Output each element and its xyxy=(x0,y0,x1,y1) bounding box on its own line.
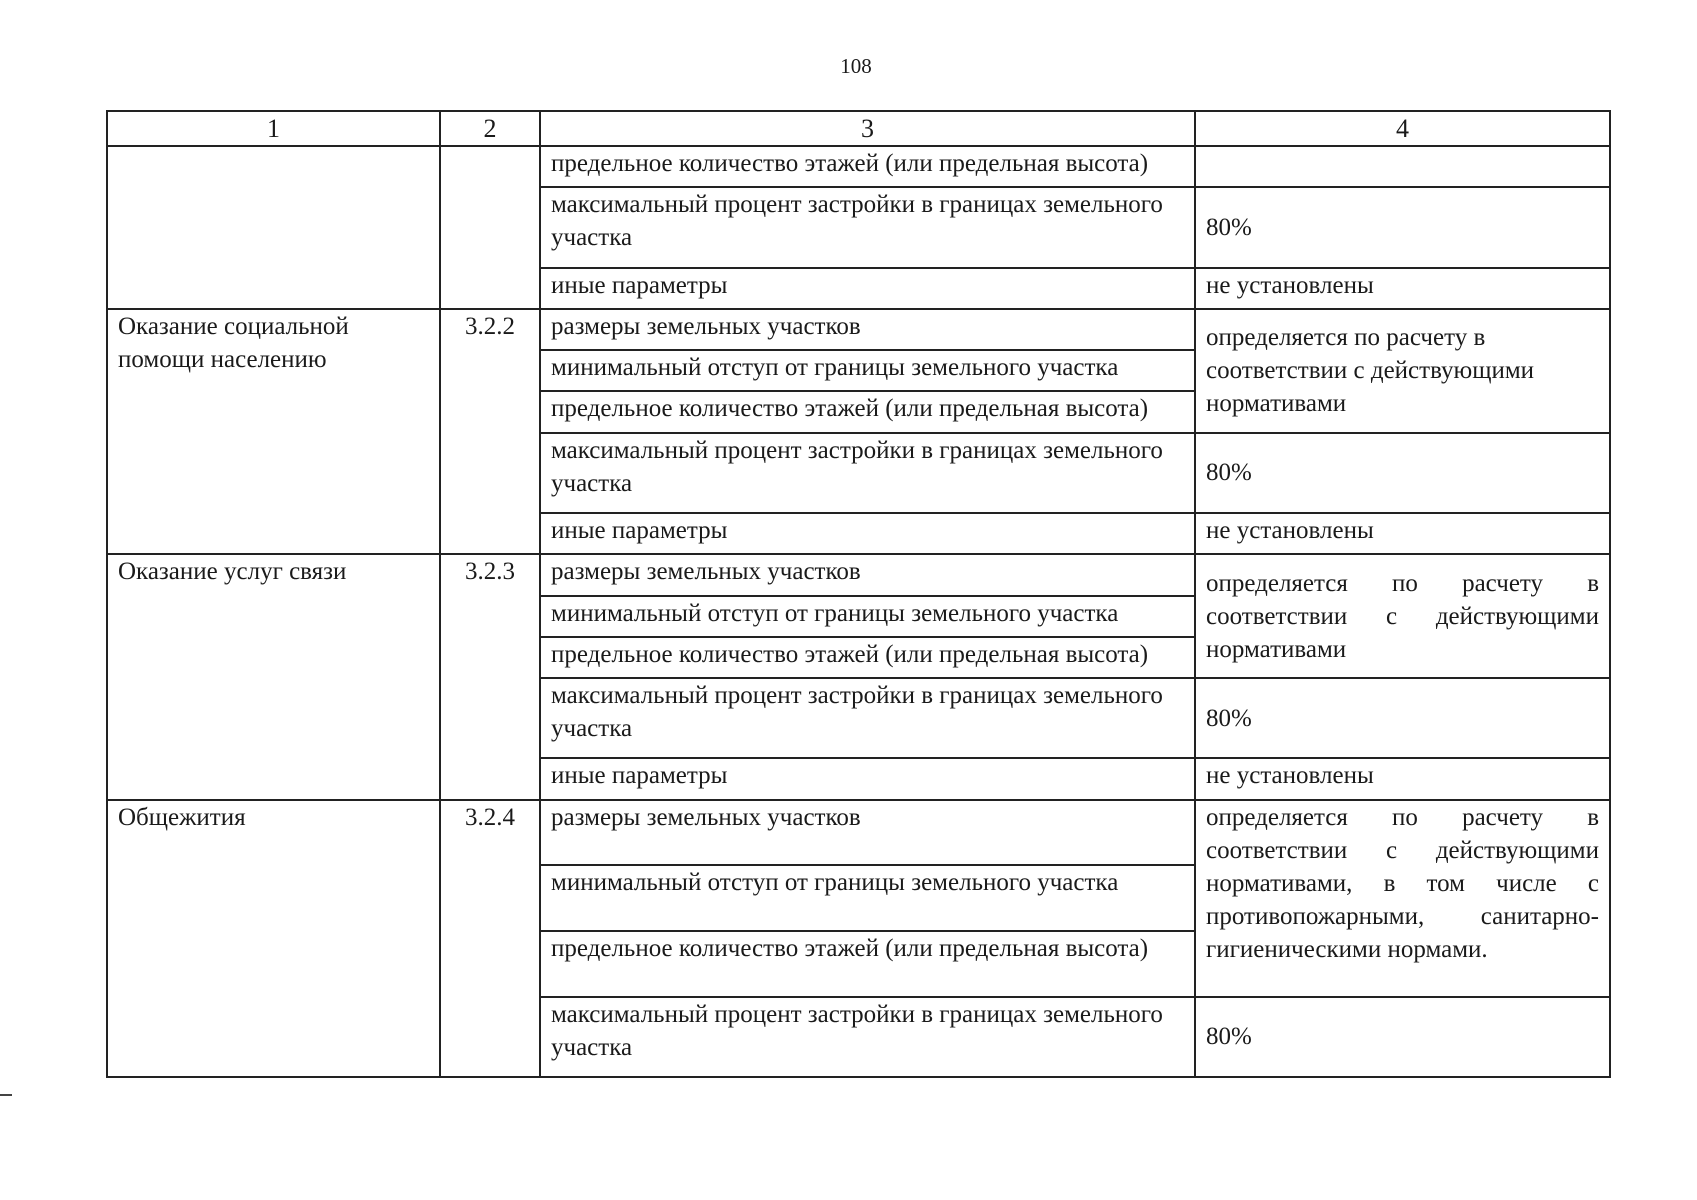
param-other: иные параметры xyxy=(540,268,1195,309)
header-col-3: 3 xyxy=(540,111,1195,146)
use-code-cell: 3.2.2 xyxy=(440,309,540,554)
param-floors: предельное количество этажей (или предельная высота) xyxy=(540,391,1195,432)
margin-mark xyxy=(0,1094,12,1096)
header-col-1: 1 xyxy=(107,111,440,146)
value-percent: 80% xyxy=(1195,678,1610,758)
use-name-cell: Оказание социальной помощи населению xyxy=(107,309,440,554)
use-name-cell: Оказание услуг связи xyxy=(107,554,440,799)
param-indent: минимальный отступ от границы земельного участка xyxy=(540,865,1195,931)
use-name-cell: Общежития xyxy=(107,800,440,1077)
value-floors xyxy=(1195,146,1610,187)
value-percent: 80% xyxy=(1195,997,1610,1077)
value-percent: 80% xyxy=(1195,433,1610,513)
param-size: размеры земельных участков xyxy=(540,309,1195,350)
table-header-row xyxy=(107,111,1610,146)
param-percent: максимальный процент застройки в границах земельного участка xyxy=(540,187,1195,267)
land-use-parameters-table xyxy=(106,110,1611,1078)
use-code-cell xyxy=(440,146,540,309)
param-floors: предельное количество этажей (или предельная высота) xyxy=(540,637,1195,678)
value-calc: определяется по расчету в соответствии с действующими нормативами, в том числе с противопожарными, санитарно-гигиеническими нормами. xyxy=(1195,800,1610,997)
use-code-cell: 3.2.3 xyxy=(440,554,540,799)
value-other: не установлены xyxy=(1195,513,1610,554)
table-row xyxy=(107,800,1610,866)
param-indent: минимальный отступ от границы земельного участка xyxy=(540,350,1195,391)
value-other: не установлены xyxy=(1195,268,1610,309)
value-calc: определяется по расчету в соответствии с действующими нормативами xyxy=(1195,309,1610,433)
header-col-4: 4 xyxy=(1195,111,1610,146)
param-percent: максимальный процент застройки в границах земельного участка xyxy=(540,678,1195,758)
use-code-cell: 3.2.4 xyxy=(440,800,540,1077)
header-col-2: 2 xyxy=(440,111,540,146)
use-name-cell xyxy=(107,146,440,309)
param-other: иные параметры xyxy=(540,513,1195,554)
param-percent: максимальный процент застройки в границах земельного участка xyxy=(540,997,1195,1077)
table-row xyxy=(107,309,1610,350)
table-row xyxy=(107,146,1610,187)
param-indent: минимальный отступ от границы земельного участка xyxy=(540,596,1195,637)
param-floors: предельное количество этажей (или предельная высота) xyxy=(540,146,1195,187)
page-number: 108 xyxy=(840,54,872,78)
param-floors: предельное количество этажей (или предельная высота) xyxy=(540,931,1195,997)
param-size: размеры земельных участков xyxy=(540,800,1195,866)
param-size: размеры земельных участков xyxy=(540,554,1195,595)
param-percent: максимальный процент застройки в границах земельного участка xyxy=(540,433,1195,513)
value-other: не установлены xyxy=(1195,758,1610,799)
param-other: иные параметры xyxy=(540,758,1195,799)
value-calc: определяется по расчету в соответствии с действующими нормативами xyxy=(1195,554,1610,678)
value-percent: 80% xyxy=(1195,187,1610,267)
table-row xyxy=(107,554,1610,595)
